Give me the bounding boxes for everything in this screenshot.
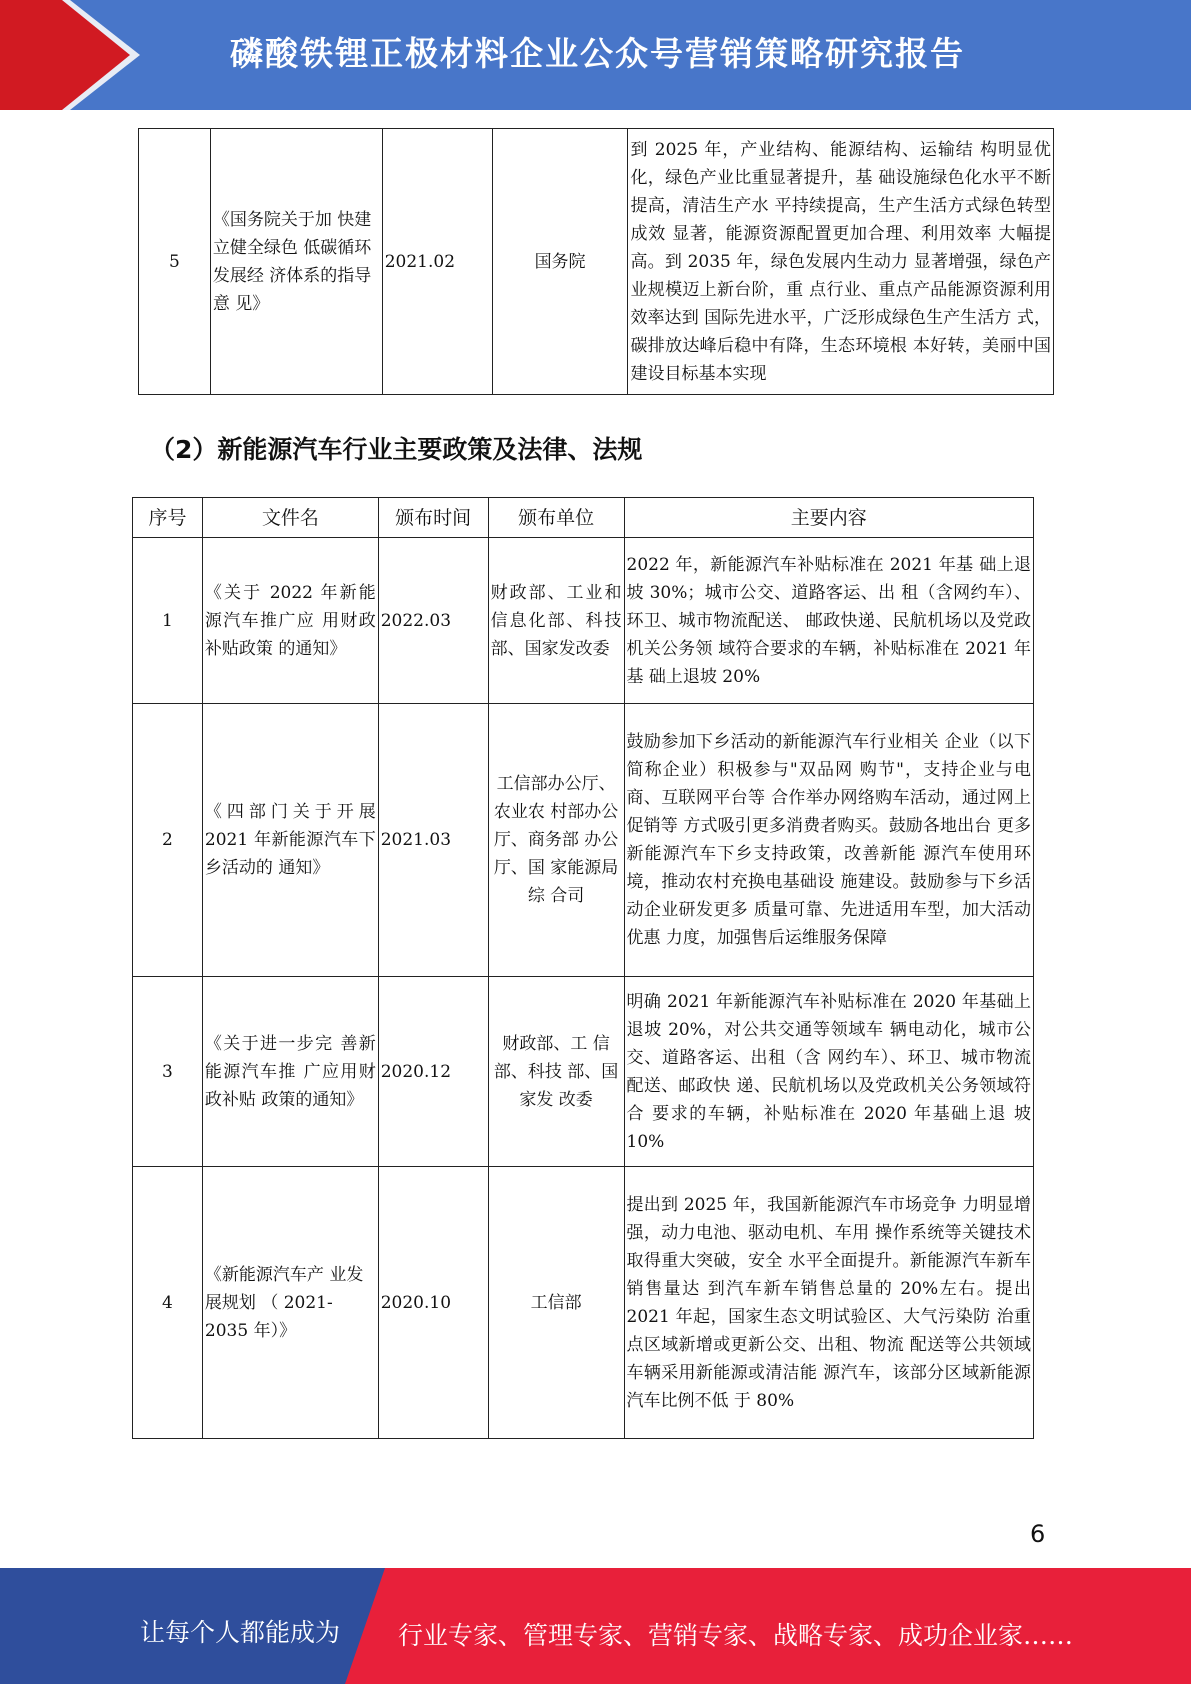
issuing-body: 财政部、工业和信息化部、科技部、国家发改委 (488, 538, 624, 704)
header-banner (0, 0, 1191, 110)
header-no: 序号 (133, 498, 203, 538)
issuing-body: 工信部办公厅、农业农 村部办公厅、商务部 办公厅、国 家能源局综 合司 (488, 704, 624, 977)
policy-table-continued (138, 128, 1054, 395)
header-issuer: 颁布单位 (488, 498, 624, 538)
issue-date: 2020.10 (378, 1167, 488, 1439)
table-row (133, 977, 1034, 1167)
issue-date: 2021.03 (378, 704, 488, 977)
table-row (133, 704, 1034, 977)
footer-slogan-left: 让每个人都能成为 (140, 1618, 341, 1647)
page-number: 6 (1030, 1520, 1046, 1548)
main-content: 提出到 2025 年，我国新能源汽车市场竞争 力明显增强，动力电池、驱动电机、车用 操作系统等关键技术取得重大突破，安全 水平全面提升。新能源汽车新车销售量达 到汽车新车销售总量的 20%左右。提出 2021 年起，国家生态文明试验区、大气污染防 治重点区域新增或更新公交、出租、物流 配送等公共领域车辆采用新能源或清洁能 源汽车，该部分区域新能源汽车比例不低 于 80% (624, 1167, 1034, 1439)
footer-slogan-right: 行业专家、管理专家、营销专家、战略专家、成功企业家…… (398, 1621, 1074, 1650)
row-number: 5 (139, 129, 211, 395)
issuing-body: 国务院 (492, 129, 628, 395)
main-content: 明确 2021 年新能源汽车补贴标准在 2020 年基础上退坡 20%，对公共交通等领域车 辆电动化，城市公交、道路客运、出租（含 网约车）、环卫、城市物流配送、邮政快 递、民航机场以及党政机关公务领域符合 要求的车辆，补贴标准在 2020 年基础上退 坡 10% (624, 977, 1034, 1167)
table-header-row (133, 498, 1034, 538)
header-chevron-graphic (0, 0, 150, 110)
table-row (133, 538, 1034, 704)
report-title: 磷酸铁锂正极材料企业公众号营销策略研究报告 (230, 34, 965, 73)
issuing-body: 财政部、工 信部、科技 部、国家发 改委 (488, 977, 624, 1167)
issue-date: 2021.02 (382, 129, 492, 395)
document-name: 《关于进一步完 善新能源汽车推 广应用财政补贴 政策的通知》 (202, 977, 378, 1167)
table-row (139, 129, 1054, 395)
header-date: 颁布时间 (378, 498, 488, 538)
main-content: 鼓励参加下乡活动的新能源汽车行业相关 企业（以下简称企业）积极参与"双品网 购节"，支持企业与电商、互联网平台等 合作举办网络购车活动，通过网上促销等 方式吸引更多消费者购买。鼓励各地出台 更多新能源汽车下乡支持政策，改善新能 源汽车使用环境，推动农村充换电基础设 施建设。鼓励参与下乡活动企业研发更多 质量可靠、先进适用车型，加大活动优惠 力度，加强售后运维服务保障 (624, 704, 1034, 977)
main-content: 2022 年，新能源汽车补贴标准在 2021 年基 础上退坡 30%；城市公交、道路客运、出 租（含网约车）、环卫、城市物流配送、 邮政快递、民航机场以及党政机关公务领 域符合要求的车辆，补贴标准在 2021 年基 础上退坡 20% (624, 538, 1034, 704)
header-content: 主要内容 (624, 498, 1034, 538)
row-number: 2 (133, 704, 203, 977)
document-name: 《国务院关于加 快建立健全绿色 低碳循环发展经 济体系的指导意 见》 (210, 129, 382, 395)
footer-banner (0, 1568, 1191, 1684)
main-content: 到 2025 年，产业结构、能源结构、运输结 构明显优化，绿色产业比重显著提升，基 础设施绿色化水平不断提高，清洁生产水 平持续提高，生产生活方式绿色转型成效 显著，能源资源配置更加合理、利用效率 大幅提高。到 2035 年，绿色发展内生动力 显著增强，绿色产业规模迈上新台阶，重 点行业、重点产品能源资源利用效率达到 国际先进水平，广泛形成绿色生产生活方 式，碳排放达峰后稳中有降，生态环境根 本好转，美丽中国建设目标基本实现 (628, 129, 1054, 395)
row-number: 1 (133, 538, 203, 704)
issuing-body: 工信部 (488, 1167, 624, 1439)
section-title: （2）新能源汽车行业主要政策及法律、法规 (150, 435, 643, 464)
header-name: 文件名 (202, 498, 378, 538)
row-number: 4 (133, 1167, 203, 1439)
row-number: 3 (133, 977, 203, 1167)
document-name: 《新能源汽车产 业发展规划 （ 2021-2035 年）》 (202, 1167, 378, 1439)
issue-date: 2022.03 (378, 538, 488, 704)
document-name: 《关于 2022 年新能源汽车推广应 用财政补贴政策 的通知》 (202, 538, 378, 704)
nev-policy-table (132, 497, 1034, 1439)
table-row (133, 1167, 1034, 1439)
issue-date: 2020.12 (378, 977, 488, 1167)
document-name: 《四部门关于开展 2021 年新能源汽车下乡活动的 通知》 (202, 704, 378, 977)
